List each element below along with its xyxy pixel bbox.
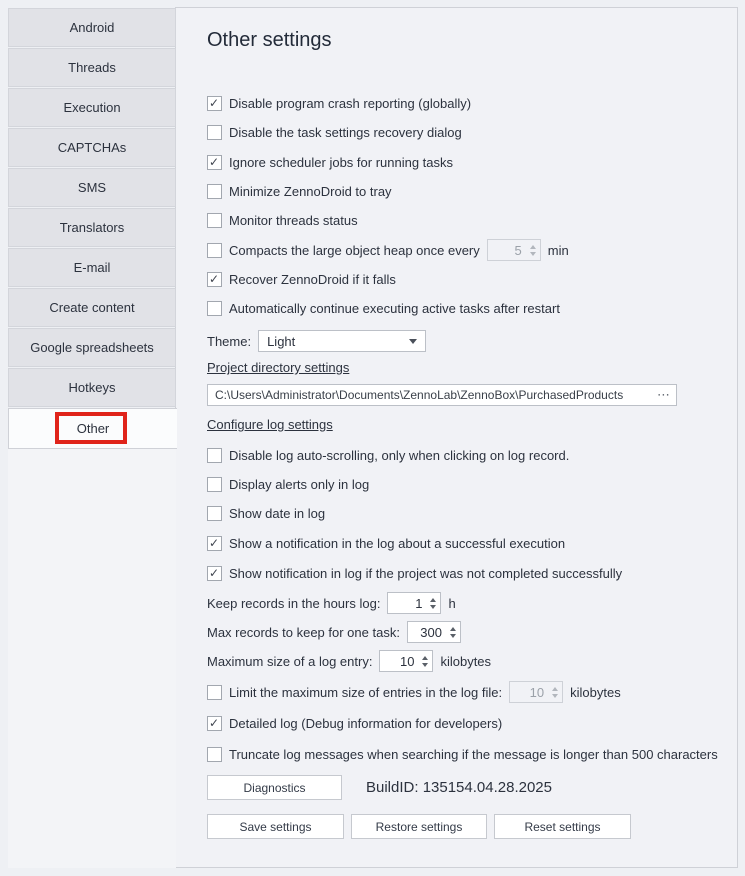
project-directory-settings-link: Project directory settings — [207, 360, 350, 375]
kilobytes-suffix: kilobytes — [570, 684, 621, 700]
max-entry-size-spinner[interactable] — [379, 650, 433, 672]
sidebar-tab-android[interactable]: Android — [8, 8, 176, 47]
sidebar — [8, 8, 176, 408]
show-date-checkbox[interactable] — [207, 506, 222, 521]
check-row-alerts-only — [207, 473, 369, 495]
checkbox-label[interactable]: Automatically continue executing active tasks after restart — [229, 300, 560, 316]
page-title: Other settings — [207, 29, 332, 51]
diagnostics-button[interactable]: Diagnostics — [207, 775, 342, 800]
check-row-limit-entry-size — [207, 681, 621, 703]
check-row-compact-heap — [207, 239, 569, 261]
checkbox-label[interactable]: Truncate log messages when searching if the message is longer than 500 characters — [229, 746, 718, 762]
checkbox-label[interactable]: Disable program crash reporting (globally) — [229, 95, 472, 111]
check-row-monitor-threads — [207, 209, 358, 231]
checkbox-label[interactable]: Show date in log — [229, 505, 326, 521]
success-notification-checkbox[interactable] — [207, 536, 222, 551]
save-settings-button[interactable]: Save settings — [207, 814, 344, 839]
disable-autoscroll-checkbox[interactable] — [207, 448, 222, 463]
kilobytes-suffix: kilobytes — [440, 653, 492, 669]
recover-if-falls-checkbox[interactable] — [207, 272, 222, 287]
max-entry-size-label: Maximum size of a log entry: — [207, 653, 373, 669]
max-records-label: Max records to keep for one task: — [207, 624, 400, 640]
checkbox-label[interactable]: Ignore scheduler jobs for running tasks — [229, 154, 454, 170]
check-row-minimize-to-tray — [207, 180, 392, 202]
sidebar-tab-google-spreadsheets[interactable]: Google spreadsheets — [8, 328, 176, 367]
sidebar-tab-translators[interactable]: Translators — [8, 208, 176, 247]
detailed-log-checkbox[interactable] — [207, 716, 222, 731]
sidebar-tab-create-content[interactable]: Create content — [8, 288, 176, 327]
checkbox-label[interactable]: Monitor threads status — [229, 212, 358, 228]
check-row-success-notification — [207, 532, 565, 554]
sidebar-tab-execution[interactable]: Execution — [8, 88, 176, 127]
check-row-ignore-scheduler — [207, 151, 453, 173]
theme-label: Theme: — [207, 333, 252, 349]
disable-task-recovery-checkbox[interactable] — [207, 125, 222, 140]
sidebar-tab-email[interactable]: E-mail — [8, 248, 176, 287]
sidebar-tab-captchas[interactable]: CAPTCHAs — [8, 128, 176, 167]
configure-log-settings-link: Configure log settings — [207, 417, 333, 432]
check-row-disable-crash-reporting — [207, 92, 471, 114]
theme-dropdown[interactable] — [258, 330, 426, 352]
truncate-messages-checkbox[interactable] — [207, 747, 222, 762]
spinner-arrows-icon[interactable] — [526, 240, 540, 260]
check-row-detailed-log — [207, 712, 502, 734]
check-row-disable-task-recovery — [207, 121, 462, 143]
checkbox-label[interactable]: Show notification in log if the project was not completed successfully — [229, 565, 623, 581]
keep-records-label: Keep records in the hours log: — [207, 595, 381, 611]
spinner-arrows-icon[interactable] — [418, 651, 432, 671]
theme-row — [207, 330, 426, 352]
checkbox-label[interactable]: Minimize ZennoDroid to tray — [229, 183, 392, 199]
check-row-disable-autoscroll — [207, 444, 569, 466]
footer-buttons-row — [207, 814, 631, 839]
check-row-truncate-messages — [207, 743, 718, 765]
sidebar-tab-sms[interactable]: SMS — [8, 168, 176, 207]
alerts-only-checkbox[interactable] — [207, 477, 222, 492]
spinner-value: 10 — [399, 654, 415, 669]
spinner-arrows-icon[interactable] — [426, 593, 440, 613]
project-directory-input[interactable] — [207, 384, 677, 406]
fail-notification-checkbox[interactable] — [207, 566, 222, 581]
keep-records-spinner[interactable] — [387, 592, 441, 614]
checkbox-label[interactable]: Disable the task settings recovery dialog — [229, 124, 462, 140]
check-row-fail-notification — [207, 562, 622, 584]
check-row-auto-continue — [207, 297, 560, 319]
project-directory-path: C:\Users\Administrator\Documents\ZennoLab\ZennoBox\PurchasedProducts — [215, 388, 624, 402]
checkbox-label[interactable]: Compacts the large object heap once every — [229, 242, 480, 258]
max-records-spinner[interactable] — [407, 621, 461, 643]
restore-settings-button[interactable]: Restore settings — [351, 814, 487, 839]
build-id-label: BuildID: 135154.04.28.2025 — [366, 779, 552, 796]
monitor-threads-checkbox[interactable] — [207, 213, 222, 228]
auto-continue-checkbox[interactable] — [207, 301, 222, 316]
annotation-rectangle — [55, 412, 127, 444]
minimize-to-tray-checkbox[interactable] — [207, 184, 222, 199]
spinner-arrows-icon[interactable] — [446, 622, 460, 642]
ignore-scheduler-checkbox[interactable] — [207, 155, 222, 170]
sidebar-empty-area — [8, 449, 176, 868]
limit-entry-size-checkbox[interactable] — [207, 685, 222, 700]
check-row-recover-if-falls — [207, 268, 396, 290]
compact-heap-checkbox[interactable] — [207, 243, 222, 258]
reset-settings-button[interactable]: Reset settings — [494, 814, 631, 839]
chevron-down-icon — [409, 339, 417, 344]
keep-records-row — [207, 592, 456, 614]
spinner-value: 1 — [415, 596, 423, 611]
browse-button[interactable]: ⋯ — [657, 387, 670, 402]
checkbox-label[interactable]: Show a notification in the log about a successful execution — [229, 535, 566, 551]
checkbox-label[interactable]: Display alerts only in log — [229, 476, 370, 492]
checkbox-label[interactable]: Detailed log (Debug information for developers) — [229, 715, 503, 731]
spinner-arrows-icon[interactable] — [548, 682, 562, 702]
max-entry-size-row — [207, 650, 491, 672]
hours-suffix: h — [448, 595, 456, 611]
sidebar-tab-threads[interactable]: Threads — [8, 48, 176, 87]
check-row-show-date — [207, 502, 325, 524]
checkbox-label[interactable]: Limit the maximum size of entries in the log file: — [229, 684, 503, 700]
limit-entry-size-spinner[interactable] — [509, 681, 563, 703]
sidebar-tab-hotkeys[interactable]: Hotkeys — [8, 368, 176, 407]
spinner-value: 10 — [529, 685, 545, 700]
spinner-value: 5 — [514, 243, 522, 258]
checkbox-label[interactable]: Disable log auto-scrolling, only when clicking on log record. — [229, 447, 570, 463]
disable-crash-reporting-checkbox[interactable] — [207, 96, 222, 111]
minutes-suffix: min — [547, 242, 569, 258]
theme-selected-value: Light — [267, 333, 296, 349]
diagnostics-row — [207, 775, 552, 800]
checkbox-label[interactable]: Recover ZennoDroid if it falls — [229, 271, 396, 287]
max-records-row — [207, 621, 461, 643]
heap-minutes-spinner[interactable] — [487, 239, 541, 261]
sidebar-tab-other[interactable]: Other — [8, 408, 177, 449]
spinner-value: 300 — [420, 625, 442, 640]
